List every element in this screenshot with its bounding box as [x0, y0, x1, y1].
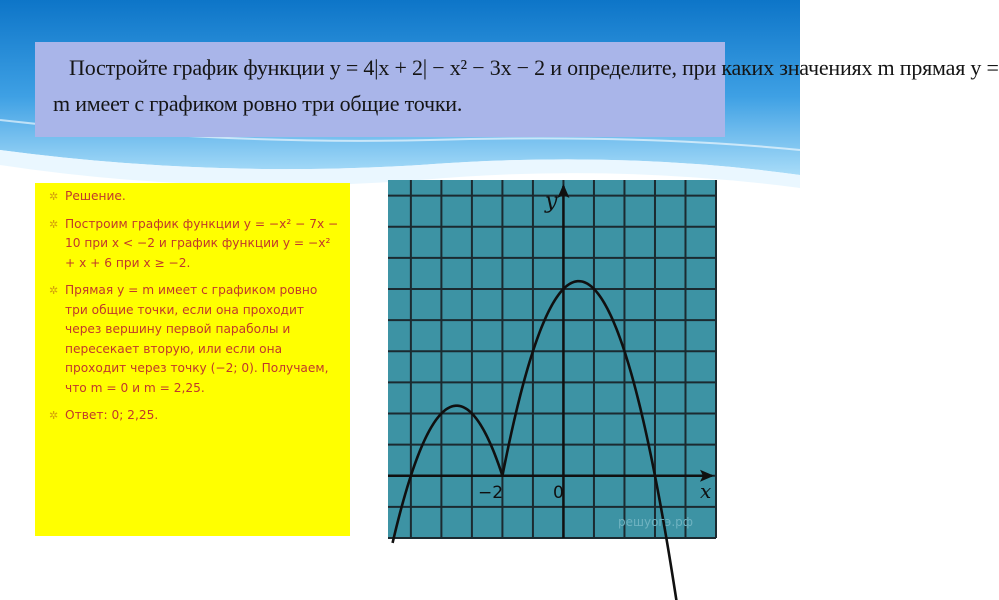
solution-item — [49, 281, 340, 398]
solution-text: Решение. — [65, 189, 126, 203]
task-line-1: Постройте график функции y = 4|x + 2| − x² − 3x − 2 и определите, при каких значениях m прямая y = — [69, 55, 999, 80]
solution-item — [49, 187, 340, 207]
solution-text: Ответ: 0; 2,25. — [65, 408, 159, 422]
function-graph — [388, 180, 716, 538]
solution-panel — [35, 183, 350, 536]
tick-label-minus-two: −2 — [478, 483, 504, 503]
solution-text: Построим график функции y = −x² − 7x − 10 при x < −2 и график функции y = −x² + x + 6 при x ≥ −2. — [65, 216, 339, 270]
x-axis-label: x — [700, 479, 712, 503]
task-statement — [35, 42, 999, 137]
tick-label-zero: 0 — [553, 483, 564, 503]
watermark: решуогэ.рф — [618, 515, 694, 529]
graph-background — [388, 180, 716, 538]
bullet-star-icon: ✲ — [49, 409, 59, 422]
bullet-star-icon: ✲ — [49, 190, 59, 203]
solution-item — [49, 215, 340, 274]
y-axis-label: y — [545, 189, 558, 214]
bullet-star-icon: ✲ — [49, 284, 59, 297]
bullet-star-icon: ✲ — [49, 217, 59, 231]
solution-item — [49, 406, 340, 426]
solution-text: Прямая y = m имеет с графиком ровно три общие точки, если она проходит через вершину первой параболы и пересекает вторую, или если она проходит через точку (−2; 0). Получаем, что m = 0 и m = 2,25. — [65, 283, 329, 395]
task-line-2: m имеет с графиком ровно три общие точки. — [53, 91, 463, 116]
